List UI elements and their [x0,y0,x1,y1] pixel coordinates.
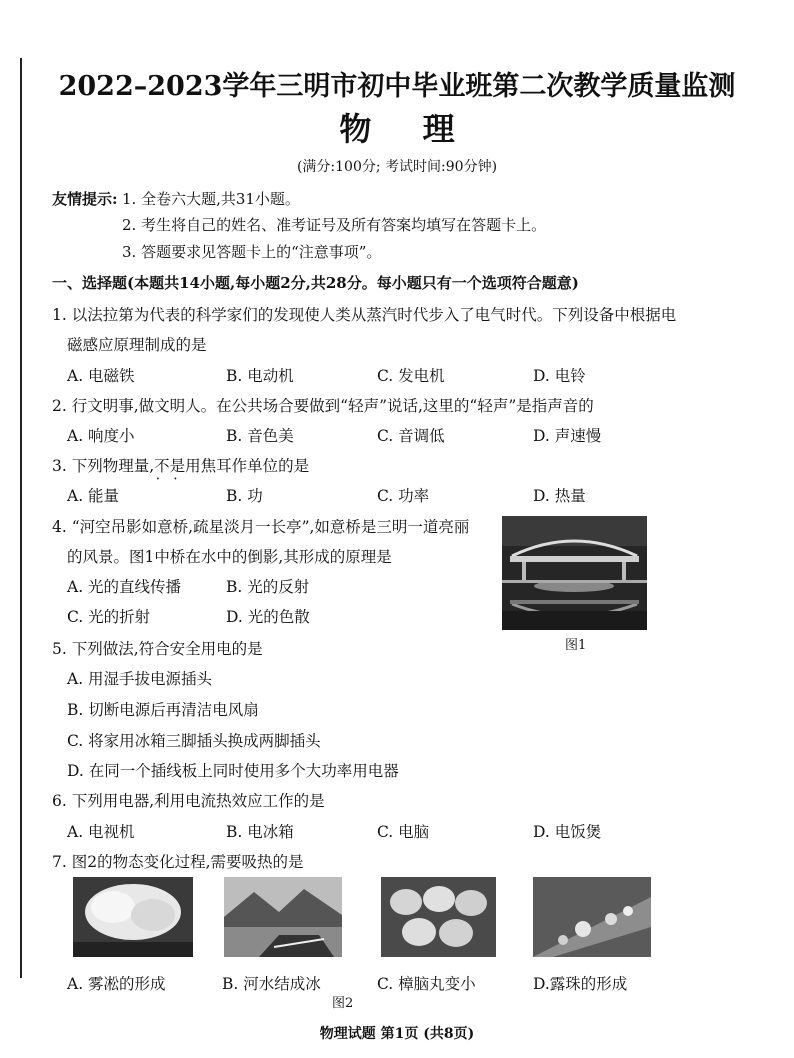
q4-stem: 4. “河空吊影如意桥,疏星淡月一长亭”,如意桥是三明一道亮丽 [52,518,470,536]
tip-1: 1. 全卷六大题,共31小题。 [122,190,300,208]
figure-1-bridge-image [502,516,647,630]
tip-3: 3. 答题要求见答题卡上的“注意事项”。 [122,243,382,261]
bridge-photo-svg [502,516,647,630]
q3-emphasis: 不是 • • [154,457,185,475]
q7-option-a: A. 雾凇的形成 [67,975,166,993]
q3-option-b: B. 功 [226,487,263,505]
binding-line [20,58,22,978]
figure-2-camphor-image [381,877,496,957]
q1-option-d: D. 电铃 [533,367,586,385]
q5-option-a: A. 用湿手拔电源插头 [67,670,213,688]
q7-option-c: C. 樟脑丸变小 [377,975,476,993]
q3-option-d: D. 热量 [533,487,586,505]
q2-option-b: B. 音色美 [226,427,294,445]
q3-option-c: C. 功率 [377,487,430,505]
camphor-photo-svg [381,877,496,957]
figure-1-caption: 图1 [565,638,587,653]
exam-meta: (满分:100分; 考试时间:90分钟) [296,159,498,175]
q4-option-a: A. 光的直线传播 [67,578,182,596]
q7-option-b: B. 河水结成冰 [222,975,321,993]
figure-2-dew-image [533,877,651,957]
q4-option-c: C. 光的折射 [67,608,151,626]
q2-stem: 2. 行文明事,做文明人。在公共场合要做到“轻声”说话,这里的“轻声”是指声音的 [52,397,594,415]
figure-2-river-image [224,877,342,957]
q5-option-b: B. 切断电源后再清洁电风扇 [67,701,259,719]
q4-option-d: D. 光的色散 [226,608,310,626]
exam-title: 2022–2023学年三明市初中毕业班第二次教学质量监测 [58,71,736,102]
q2-option-d: D. 声速慢 [533,427,602,445]
tip-2: 2. 考生将自己的姓名、准考证号及所有答案均填写在答题卡上。 [122,216,547,234]
q3-stem-post: 用焦耳作单位的是 [185,457,310,475]
q2-option-a: A. 响度小 [67,427,135,445]
q7-option-d: D.露珠的形成 [533,975,628,993]
figure-2-caption: 图2 [332,996,354,1011]
figure-2-rime-image [73,877,193,957]
dew-photo-svg [533,877,651,957]
q6-option-a: A. 电视机 [67,823,135,841]
subject-char-1: 物 [339,110,372,148]
q1-option-b: B. 电动机 [226,367,294,385]
rime-photo-svg [73,877,193,957]
q6-option-d: D. 电饭煲 [533,823,602,841]
q5-option-c: C. 将家用冰箱三脚插头换成两脚插头 [67,732,321,750]
q1-option-a: A. 电磁铁 [67,367,135,385]
q6-stem: 6. 下列用电器,利用电流热效应工作的是 [52,792,325,810]
subject-char-2: 理 [422,110,455,148]
q3-option-a: A. 能量 [67,487,120,505]
q6-option-b: B. 电冰箱 [226,823,294,841]
page-footer: 物理试题 第1页 (共8页) [319,1026,475,1042]
q4-stem-cont: 的风景。图1中桥在水中的倒影,其形成的原理是 [67,548,392,566]
q7-stem: 7. 图2的物态变化过程,需要吸热的是 [52,853,304,871]
q3-stem-pre: 3. 下列物理量, [52,457,155,475]
q5-stem: 5. 下列做法,符合安全用电的是 [52,640,263,658]
section-heading: 一、选择题(本题共14小题,每小题2分,共28分。每小题只有一个选项符合题意) [52,274,579,292]
tips-label: 友情提示: [52,190,118,208]
q3-stem [52,454,309,476]
q2-option-c: C. 音调低 [377,427,445,445]
q6-option-c: C. 电脑 [377,823,430,841]
q1-stem-cont: 磁感应原理制成的是 [67,336,207,354]
q4-option-b: B. 光的反射 [226,578,310,596]
q1-stem: 1. 以法拉第为代表的科学家们的发现使人类从蒸汽时代步入了电气时代。下列设备中根据电 [52,306,677,324]
q5-option-d: D. 在同一个插线板上同时使用多个大功率用电器 [67,762,399,780]
q1-option-c: C. 发电机 [377,367,445,385]
subject-title [0,104,794,150]
river-photo-svg [224,877,342,957]
